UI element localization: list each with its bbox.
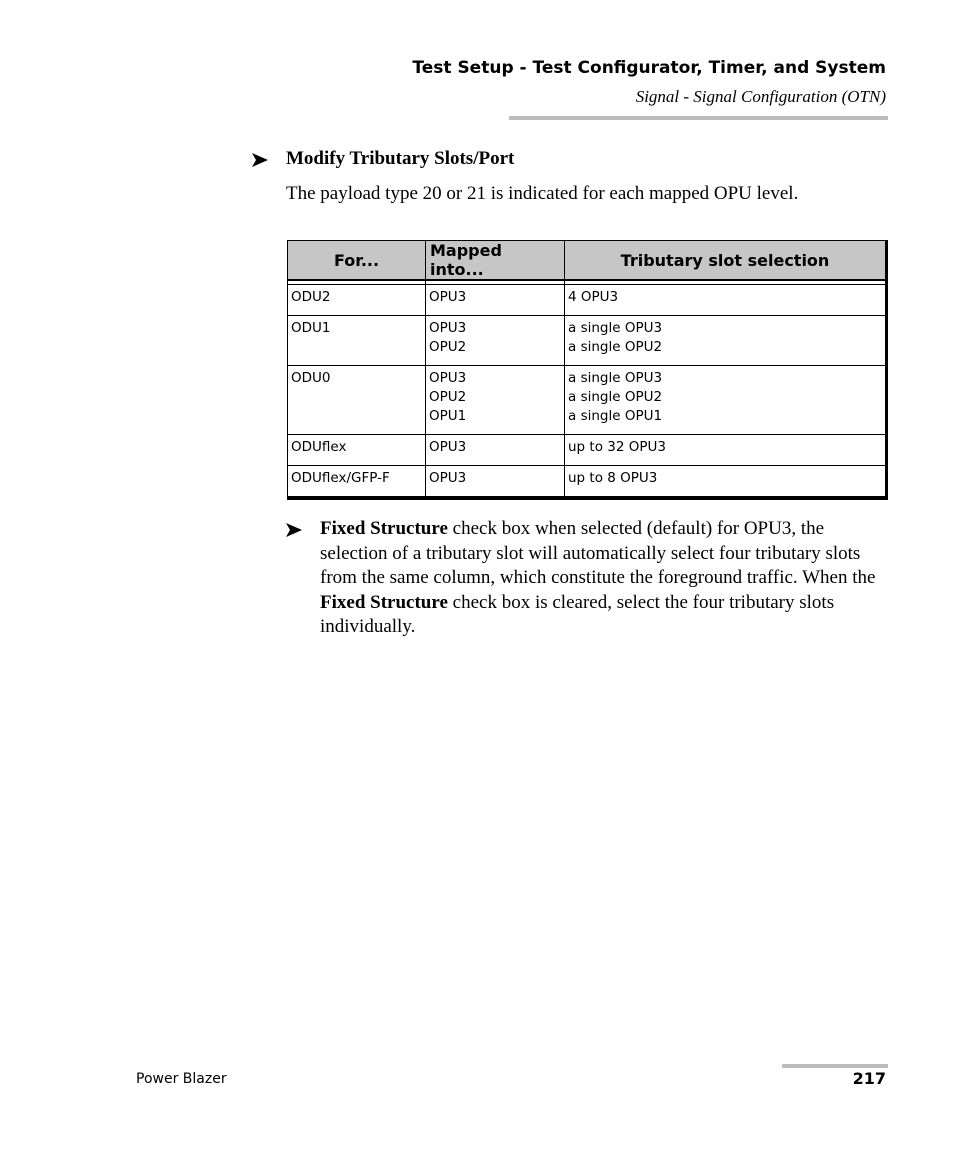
cell-line: a single OPU2 <box>568 339 663 355</box>
cell-mapped-into <box>426 435 565 466</box>
cell-for: ODUflex/GFP-F <box>288 466 426 497</box>
cell-tributary-slot-selection <box>565 316 886 366</box>
column-header-mapped-into: Mapped into... <box>426 241 565 281</box>
page-number: 217 <box>852 1069 886 1088</box>
cell-line: OPU3 <box>429 370 467 386</box>
tributary-slot-table <box>287 240 888 500</box>
arrow-bullet-icon <box>286 523 302 537</box>
table-row <box>288 316 886 366</box>
cell-line: up to 32 OPU3 <box>568 439 666 455</box>
cell-line: a single OPU2 <box>568 389 663 405</box>
cell-line: up to 8 OPU3 <box>568 470 658 486</box>
cell-line: a single OPU1 <box>568 408 663 424</box>
cell-for: ODU1 <box>288 316 426 366</box>
column-header-tributary-slot-selection: Tributary slot selection <box>565 241 886 281</box>
cell-mapped-into <box>426 285 565 316</box>
cell-tributary-slot-selection <box>565 285 886 316</box>
cell-line: OPU3 <box>429 320 467 336</box>
section-heading: Modify Tributary Slots/Port <box>286 148 515 169</box>
cell-line: a single OPU3 <box>568 320 663 336</box>
table-row <box>288 435 886 466</box>
cell-line: a single OPU3 <box>568 370 663 386</box>
cell-line: OPU3 <box>429 439 467 455</box>
cell-tributary-slot-selection <box>565 435 886 466</box>
column-header-for: For... <box>288 241 426 281</box>
table-row <box>288 466 886 497</box>
cell-line: OPU3 <box>429 470 467 486</box>
footer-divider <box>782 1064 888 1068</box>
fixed-structure-term: Fixed Structure <box>320 591 448 613</box>
cell-mapped-into <box>426 466 565 497</box>
arrow-bullet-icon <box>252 153 268 167</box>
cell-line: 4 OPU3 <box>568 289 619 305</box>
cell-line: OPU2 <box>429 339 467 355</box>
cell-tributary-slot-selection <box>565 366 886 435</box>
page-header-subtitle: Signal - Signal Configuration (OTN) <box>635 87 886 106</box>
cell-mapped-into <box>426 316 565 366</box>
footer-product-name: Power Blazer <box>136 1071 227 1087</box>
cell-tributary-slot-selection <box>565 466 886 497</box>
cell-for: ODUflex <box>288 435 426 466</box>
paragraph-text-2: check box is cleared, select the four tributary slots individually. <box>320 591 835 638</box>
fixed-structure-paragraph <box>320 517 890 640</box>
paragraph-text-1: check box when selected (default) for OPU3, the selection of a tributary slot will automatically select four tributary slots from the same column, which constitute the foreground traffic. When the <box>320 518 876 589</box>
cell-mapped-into <box>426 366 565 435</box>
table-row <box>288 366 886 435</box>
page-header-title: Test Setup - Test Configurator, Timer, and System <box>412 58 886 78</box>
cell-line: OPU3 <box>429 289 467 305</box>
cell-for: ODU0 <box>288 366 426 435</box>
cell-line: OPU1 <box>429 408 467 424</box>
intro-paragraph: The payload type 20 or 21 is indicated for each mapped OPU level. <box>286 183 799 204</box>
cell-for: ODU2 <box>288 285 426 316</box>
table-header-row <box>288 241 886 281</box>
header-divider <box>509 116 888 120</box>
table-row <box>288 285 886 316</box>
cell-line: OPU2 <box>429 389 467 405</box>
fixed-structure-term: Fixed Structure <box>320 518 448 539</box>
